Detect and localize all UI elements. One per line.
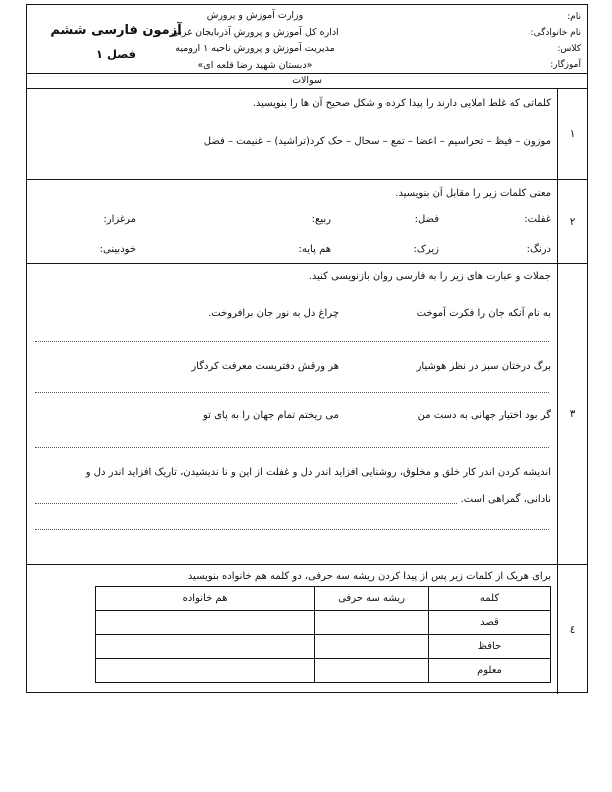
question-1-prompt: کلماتی که غلط املایی دارند را پیدا کرده و شکل صحیح آن ها را بنویسید. [252, 98, 551, 109]
question-2-number: ۲ [557, 180, 587, 263]
family-answer-cell [96, 611, 315, 635]
exam-title: آزمون فارسی ششم [50, 23, 182, 38]
exam-header [27, 5, 587, 73]
vocab-word: فضل: [414, 214, 439, 225]
word-cell: حافظ [429, 635, 551, 659]
question-4-prompt: برای هریک از کلمات زیر پس از پیدا کردن ریشه سه حرفی، دو کلمه هم خانواده بنویسید [187, 571, 551, 582]
answer-dotted-line [35, 340, 549, 342]
question-3-content [27, 264, 557, 564]
verse-line [33, 409, 551, 422]
question-3-row [27, 263, 587, 564]
student-class-label: کلاس: [557, 44, 581, 54]
question-4-row [27, 564, 587, 694]
column-header-family: هم خانواده [96, 587, 315, 611]
table-row [96, 611, 551, 635]
table-row [96, 659, 551, 683]
vocab-word: غفلت: [524, 214, 551, 225]
question-3-prompt: جملات و عبارت های زیر را به فارسی روان بازنویسی کنید. [308, 271, 551, 282]
hemistich-left: می ریختم تمام جهان را به پای تو [202, 410, 339, 421]
teacher-label: آموزگار: [550, 60, 581, 70]
ministry-line-1: وزارت آموزش و پرورش [206, 10, 304, 21]
vocab-word: ربیع: [311, 214, 331, 225]
hemistich-right: برگ درختان سبز در نظر هوشیار [416, 361, 551, 372]
root-answer-cell [315, 611, 429, 635]
question-2-prompt: معنی کلمات زیر را مقابل آن بنویسید. [395, 188, 551, 199]
question-2-content [27, 180, 557, 263]
vocab-word: مرغزار: [103, 214, 136, 225]
exam-title-block [47, 23, 185, 61]
column-header-word: کلمه [429, 587, 551, 611]
answer-dotted-fill [35, 494, 457, 504]
word-cell: معلوم [429, 659, 551, 683]
answer-dotted-line [35, 446, 549, 448]
word-cell: قصد [429, 611, 551, 635]
family-answer-cell [96, 659, 315, 683]
table-header-row [96, 587, 551, 611]
school-name: «دبستان شهید رضا قلعه ای» [197, 59, 313, 71]
root-answer-cell [315, 659, 429, 683]
vocab-word: زیرک: [413, 244, 439, 255]
exam-subtitle: فصل ۱ [95, 47, 137, 61]
ministry-line-3: مدیریت آموزش و پرورش ناحیه ۱ ارومیه [175, 43, 335, 54]
word-root-table [95, 586, 551, 683]
answer-dotted-line [35, 528, 549, 530]
question-4-number: ٤ [557, 565, 587, 694]
verse-line [33, 360, 551, 373]
column-header-root: ریشه سه حرفی [315, 587, 429, 611]
student-info-fields [531, 9, 581, 73]
student-name-label: نام: [567, 12, 581, 22]
question-1-number: ۱ [557, 89, 587, 179]
root-answer-cell [315, 635, 429, 659]
hemistich-right: گر بود اختیار جهانی به دست من [417, 410, 551, 421]
table-row [96, 635, 551, 659]
answer-dotted-line [35, 391, 549, 393]
vocab-word: هم پایه: [298, 244, 331, 255]
questions-band: سوالات [27, 73, 587, 89]
hemistich-right: به نام آنکه جان را فکرت آموخت [416, 308, 551, 319]
ministry-line-2: اداره کل آموزش و پرورش آذربایجان غربی [171, 26, 339, 38]
student-family-name-label: نام خانوادگی: [530, 28, 581, 38]
question-2-row [27, 179, 587, 263]
hemistich-left: هر ورقش دفتریست معرفت کردگار [191, 361, 339, 372]
prose-passage-end: نادانی، گمراهی است. [460, 494, 551, 505]
vocab-word: درنگ: [526, 244, 551, 255]
exam-sheet [26, 4, 588, 693]
vocab-word: خودبینی: [99, 244, 136, 255]
question-4-content [27, 565, 557, 694]
question-1-word-list: موزون – فیظ – تحراسیم – اعضا – تمع – سحال – حک کرد(تراشید) – غنیمت – فضل [203, 136, 551, 147]
hemistich-left: چراغ دل به نور جان برافروخت. [208, 308, 339, 319]
question-1-content [27, 89, 557, 179]
family-answer-cell [96, 635, 315, 659]
prose-passage-line-2 [33, 493, 551, 506]
question-3-number: ۳ [557, 264, 587, 564]
question-1-row [27, 89, 587, 179]
prose-passage-line-1: اندیشه کردن اندر کار خلق و مخلوق، روشنایی افزاید اندر دل و غفلت از این و نا ندیشیدن، تاریک افزاید اندر دل و [85, 467, 551, 478]
verse-line [33, 307, 551, 320]
